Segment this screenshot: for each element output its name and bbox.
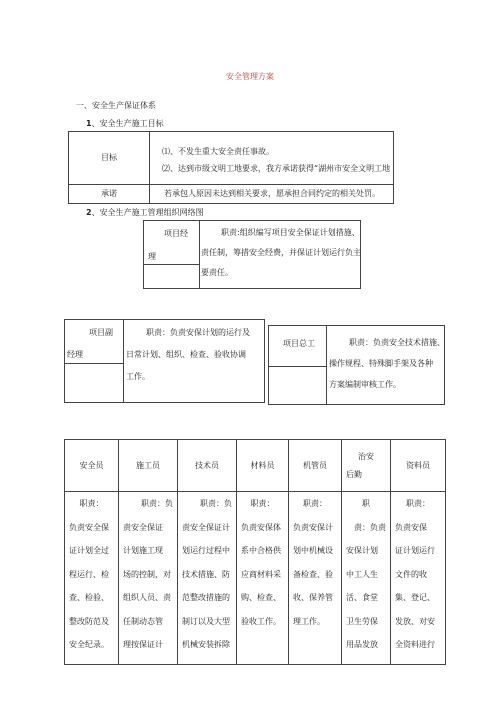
duty-cell-materials [237, 492, 289, 665]
duty-line: 职责：负 [200, 499, 232, 508]
duty-line: 职责：负责安保计划的运行及 [146, 328, 250, 337]
section-heading: 一、安全生产保证体系 [76, 101, 156, 110]
duty-line: 证计划全过 [69, 546, 109, 555]
duty-line: 收、保养管 [293, 593, 333, 602]
duty-line: 证计划运行 [395, 546, 435, 555]
duty-line: 日常计划、组织、检查、验收协调 [126, 350, 246, 359]
staff-table [64, 439, 446, 665]
duty-line: 集、登记、 [395, 593, 435, 602]
deputy-box [64, 319, 265, 403]
deputy-duty [126, 322, 250, 388]
duty-line: 负责安全保 [69, 522, 109, 532]
chief-title-cell [269, 326, 327, 367]
duty-line: 文件的收 [395, 569, 427, 579]
duty-line: 职责： [250, 499, 275, 508]
duty-line: 应商材料采 [241, 569, 281, 579]
duty-cell-construction [119, 492, 178, 665]
manager-title-cell [144, 221, 200, 265]
manager-box [143, 220, 361, 289]
duty-line: 计划施工现 [123, 546, 163, 555]
duty-cell-safety [65, 492, 119, 665]
duty-line: 责任制，筹措安全经费，并保证计划运行负主 [201, 248, 361, 257]
duty-line: 职 [362, 499, 370, 508]
deputy-title-line: 经理 [67, 350, 83, 359]
chief-title: 项目总工 [283, 339, 315, 348]
duty-line: 备检查、验 [293, 569, 333, 579]
duty-line: 场的控制，对 [123, 569, 171, 579]
duty-line: 机械安装拆除 [182, 640, 230, 649]
duty-line: 发放、对安 [395, 616, 435, 626]
duty-cell-documents [391, 492, 446, 665]
duty-line: 要责任。 [201, 268, 233, 277]
duty-line: 责：负责 [354, 522, 386, 532]
chief-empty-cell [269, 366, 327, 404]
header-safety: 安全员 [65, 440, 119, 492]
subsection-number: 2 [86, 208, 92, 217]
duty-cell-security-logistics [342, 492, 391, 665]
duty-line: 范整改措施的 [182, 593, 230, 602]
duty-line: 方案编制审核工作。 [329, 380, 401, 389]
header-line: 治安 [358, 451, 374, 461]
goal-table [68, 131, 394, 204]
promise-label: 承诺 [69, 185, 150, 204]
duty-line: 负责安保体 [241, 522, 281, 532]
duty-line: 划运行过程中 [182, 546, 230, 555]
duty-line: 查、检验、 [69, 593, 109, 602]
duty-line: 操作规程、特殊脚手架及各种 [329, 359, 433, 368]
duty-line: 理工作。 [293, 616, 325, 626]
duty-line: 负责安保计 [293, 522, 333, 532]
manager-empty-cell [144, 264, 200, 288]
duty-line: 程运行、检 [69, 569, 109, 579]
duty-line: 全资料进行 [395, 640, 435, 649]
duty-line: 卫生劳保 [346, 616, 378, 626]
duty-line: 技术措施、防 [182, 569, 230, 579]
duty-line: 责安全保证计 [182, 522, 230, 532]
duty-line: 验收工作。 [241, 616, 281, 626]
subsection-number: 1 [86, 119, 92, 128]
goal-row [69, 132, 394, 185]
subsection-text: 、安全生产施工管理组织网络图 [91, 208, 204, 217]
header-construction: 施工员 [119, 440, 178, 492]
header-machinery: 机管员 [289, 440, 342, 492]
duty-line: 购、检查、 [241, 593, 281, 602]
duty-line: 理按保证计 [123, 640, 163, 649]
manager-title-line: 理 [148, 252, 156, 261]
header-line: 后勤 [346, 469, 362, 479]
subsection-heading-goals [86, 119, 164, 129]
duty-line: 责安全保证 [123, 522, 163, 532]
duty-line: 职责：负 [141, 499, 173, 508]
subsection-text: 、安全生产施工目标 [91, 119, 164, 128]
chief-engineer-box [268, 325, 445, 405]
header-documents: 资料员 [391, 440, 446, 492]
staff-duty-row [65, 492, 446, 665]
header-technician: 技术员 [178, 440, 237, 492]
duty-line: 组织人员、责 [123, 593, 171, 602]
duty-line: 职责： [303, 499, 327, 508]
deputy-title-line: 项目副 [89, 328, 113, 337]
goal-label: 目标 [69, 132, 150, 185]
page-title: 安全管理方案 [226, 72, 274, 81]
manager-duty [201, 223, 361, 283]
promise-text: 若承包人原因未达到相关要求，愿承担合同约定的相关处罚。 [150, 185, 394, 204]
duty-cell-machinery [289, 492, 342, 665]
header-security-logistics [342, 440, 391, 492]
duty-line: 职责：负责安全技术措施、 [349, 338, 445, 347]
duty-line: 负责安保 [395, 522, 427, 532]
duty-line: 制订以及大型 [182, 616, 230, 626]
duty-line: 任制动态管 [123, 616, 163, 626]
deputy-title-cell [65, 320, 124, 364]
duty-line: 安全纪录。 [69, 640, 109, 649]
duty-line: 划中机械设 [293, 546, 333, 555]
goal-content [150, 132, 394, 185]
duty-line: 中工人生 [346, 569, 378, 579]
duty-line: 安保计划 [346, 546, 378, 555]
staff-header-row [65, 440, 446, 492]
duty-cell-technician [178, 492, 237, 665]
deputy-empty-cell [65, 363, 124, 402]
promise-row [69, 185, 394, 204]
header-materials: 材料员 [237, 440, 289, 492]
duty-line: 活、食堂 [346, 593, 378, 602]
duty-line: 职责:组织编写项目安全保证计划措施、 [221, 228, 360, 237]
duty-line: 整改防范及 [69, 616, 109, 626]
chief-duty [329, 332, 445, 395]
duty-line: 工作。 [126, 372, 150, 381]
subsection-heading-org [86, 208, 204, 218]
duty-line: 职责： [406, 499, 430, 508]
goal-item: ⑴、不发生重大安全责任事故。 [162, 146, 274, 156]
manager-title-line: 项目经 [164, 229, 188, 238]
duty-line: 系中合格供 [241, 546, 281, 555]
goal-item: ⑵、达到市级文明工地要求，我方承诺获得“湖州市安全文明工地 [162, 163, 391, 173]
duty-line: 职责： [79, 499, 104, 508]
duty-line: 用品发放 [346, 640, 378, 649]
